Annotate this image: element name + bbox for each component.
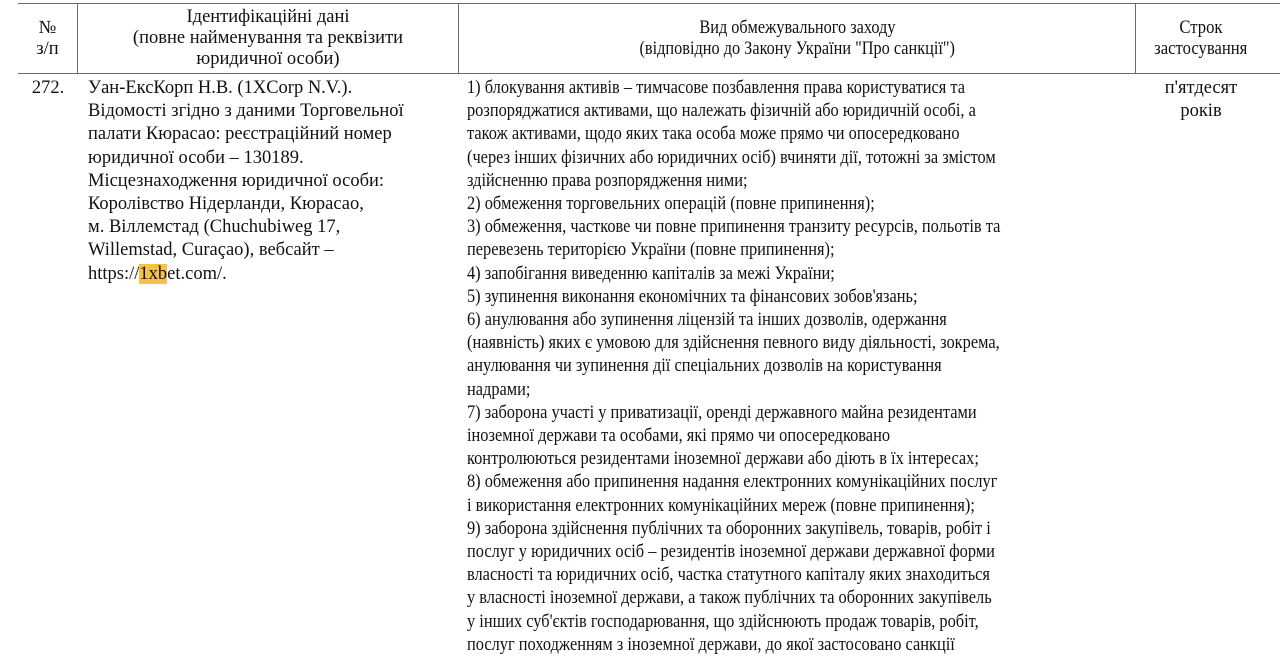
header-identification-line: (повне найменування та реквізити: [132, 28, 404, 48]
measure-line: у інших суб'єктів господарювання, що здійснюють продаж товарів, робіт,: [467, 611, 979, 632]
identification-line: юридичної особи – 130189.: [88, 147, 304, 168]
measure-line: також активами, щодо яких така особа може прямо чи опосередковано: [467, 124, 960, 145]
measure-line: 6) анулювання або зупинення ліцензій та інших дозволів, одержання: [467, 310, 947, 331]
website-suffix: et.com/.: [167, 263, 227, 284]
measure-line: послуг походженням з іноземної держави, до якої застосовано санкції: [467, 634, 955, 655]
header-number-line: з/п: [36, 38, 59, 59]
row-measures: [459, 74, 1136, 657]
header-measure: [459, 4, 1136, 73]
measure-line: перевезень територією України (повне припинення);: [467, 240, 835, 261]
measure-line: (через інших фізичних або юридичних осіб) вчиняти дії, тотожні за змістом: [467, 147, 996, 168]
measure-line: і використання електронних комунікаційних мереж (повне припинення);: [467, 495, 975, 516]
row-term: [1136, 74, 1280, 657]
measure-line: 7) заборона участі у приватизації, оренді державного майна резидентами: [467, 402, 977, 423]
identification-line: м. Віллемстад (Chuchubiweg 17,: [88, 217, 341, 238]
identification-line: Відомості згідно з даними Торговельної: [88, 101, 404, 122]
measure-line: власності та юридичних осіб, частка статутного капіталу яких знаходиться: [467, 565, 990, 586]
measure-line: здійсненню права розпорядження ними;: [467, 170, 748, 191]
sanctions-table: [18, 3, 1280, 657]
row-identification: [78, 74, 459, 657]
term-line: років: [1180, 101, 1222, 122]
measure-line: контролюються резидентами іноземної держави або діють в їх інтересах;: [467, 449, 979, 470]
header-identification-line: Ідентифікаційні дані: [186, 7, 350, 27]
header-term-line: застосування: [1154, 38, 1248, 59]
measure-line: розпоряджатися активами, що належать фізичній або юридичній особі, а: [467, 101, 976, 122]
identification-line: Уан-ЕксКорп Н.В. (1XCorp N.V.).: [88, 78, 353, 98]
website-line: [88, 263, 459, 286]
identification-line: Willemstad, Curaçao), вебсайт –: [88, 240, 334, 261]
measure-line: (наявність) яких є умовою для здійснення певного виду діяльності, зокрема,: [467, 333, 1000, 354]
header-term: [1136, 4, 1280, 73]
measure-line: 8) обмеження або припинення надання електронних комунікаційних послуг: [467, 472, 998, 493]
header-measure-line: (відповідно до Закону України "Про санкції"): [639, 38, 955, 59]
row-number: 272.: [31, 78, 65, 98]
identification-line: Королівство Нідерланди, Кюрасао,: [88, 194, 364, 215]
measure-line: 1) блокування активів – тимчасове позбавлення права користуватися та: [467, 78, 966, 98]
website-highlight: 1xb: [139, 263, 168, 284]
header-term-line: Строк: [1179, 17, 1223, 38]
measure-line: 5) зупинення виконання економічних та фінансових зобов'язань;: [467, 286, 918, 307]
measure-line: надрами;: [467, 379, 531, 400]
measure-line: у власності іноземної держави, а також публічних та оборонних закупівель: [467, 588, 992, 609]
measure-line: 4) запобігання виведенню капіталів за межі України;: [467, 263, 835, 284]
measure-line: 9) заборона здійснення публічних та оборонних закупівель, товарів, робіт і: [467, 518, 991, 539]
table-row: [18, 74, 1280, 657]
header-identification-line: юридичної особи): [196, 49, 340, 69]
measure-line: послуг у юридичних осіб – резидентів іноземної держави державної форми: [467, 542, 995, 563]
table-header-row: [18, 3, 1280, 74]
header-number-line: №: [38, 17, 57, 38]
identification-line: палати Кюрасао: реєстраційний номер: [88, 124, 392, 145]
header-identification: [78, 4, 459, 73]
measure-line: 3) обмеження, часткове чи повне припинення транзиту ресурсів, польотів та: [467, 217, 1001, 238]
header-number: [18, 4, 78, 73]
measure-line: анулювання чи зупинення дії спеціальних дозволів на користування: [467, 356, 942, 377]
header-measure-line: Вид обмежувального заходу: [698, 17, 896, 38]
term-line: п'ятдесят: [1164, 78, 1238, 98]
measure-line: 2) обмеження торговельних операцій (повне припинення);: [467, 194, 875, 215]
identification-line: Місцезнаходження юридичної особи:: [88, 170, 385, 191]
measure-line: іноземної держави та особами, які прямо чи опосередковано: [467, 426, 891, 447]
website-prefix: https://: [88, 263, 140, 284]
